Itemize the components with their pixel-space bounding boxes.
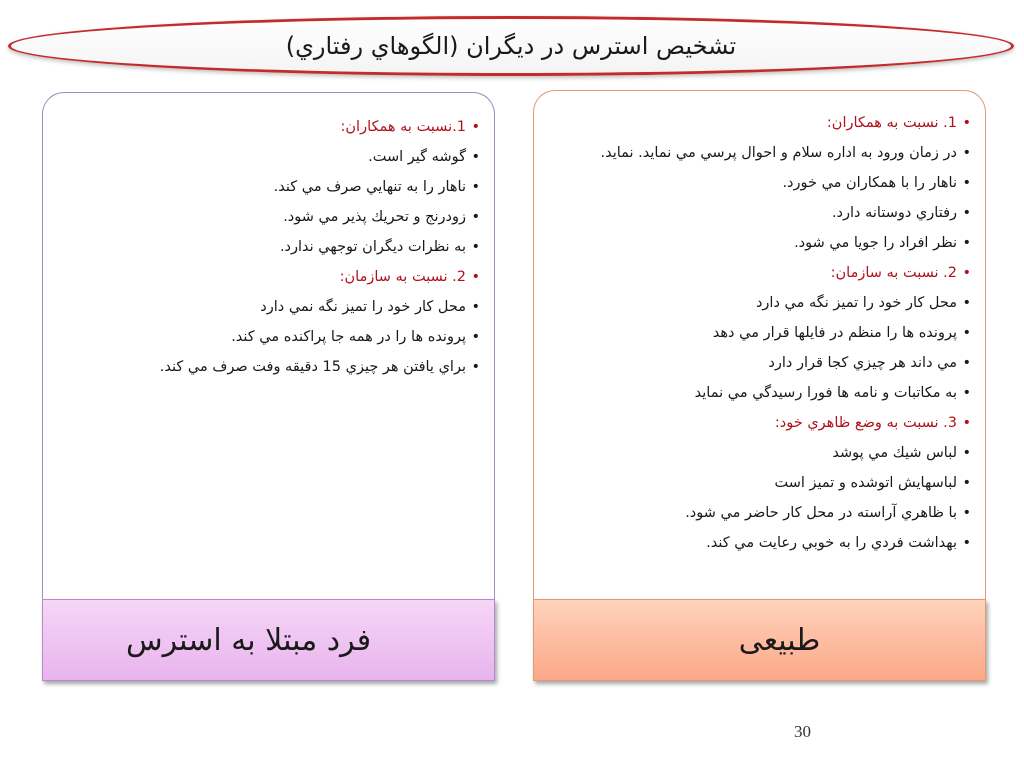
left-bullet-item: • زودرنج و تحريك پذير مي شود. bbox=[57, 207, 480, 228]
right-bullet-item: • محل كار خود را تميز نگه مي دارد bbox=[548, 293, 971, 314]
left-bullet-item: • پرونده ها را در همه جا پراكنده مي كند. bbox=[57, 327, 480, 348]
left-bullet-item: • به نظرات ديگران توجهي ندارد. bbox=[57, 237, 480, 258]
right-bullet-item: • مي داند هر چيزي كجا قرار دارد bbox=[548, 353, 971, 374]
left-bullet-item: • براي يافتن هر چيزي 15 دقيقه وفت صرف مي كند. bbox=[57, 357, 480, 378]
stressed-person-panel bbox=[42, 92, 495, 600]
right-bullet-item: • با ظاهري آراسته در محل كار حاضر مي شود. bbox=[548, 503, 971, 524]
right-section-heading: • 3. نسبت به وضع ظاهري خود: bbox=[548, 413, 971, 434]
right-bullet-item: • به مكاتبات و نامه ها فورا رسيدگي مي نمايد bbox=[548, 383, 971, 404]
normal-person-label: طبیعی bbox=[533, 599, 986, 681]
right-bullet-item: • نظر افراد را جويا مي شود. bbox=[548, 233, 971, 254]
page-number: 30 bbox=[794, 722, 811, 741]
right-section-heading: • 2. نسبت به سازمان: bbox=[548, 263, 971, 284]
right-bullet-item: • لباسهايش اتوشده و تميز است bbox=[548, 473, 971, 494]
stressed-person-bullets bbox=[57, 117, 480, 387]
right-bullet-item: • بهداشت فردي را به خوبي رعايت مي كند. bbox=[548, 533, 971, 554]
stressed-person-label: فرد مبتلا به استرس bbox=[42, 599, 495, 681]
normal-person-panel bbox=[533, 90, 986, 600]
right-bullet-item: • پرونده ها را منظم در فايلها قرار مي دهد bbox=[548, 323, 971, 344]
right-bullet-item: • لباس شيك مي پوشد bbox=[548, 443, 971, 464]
right-bullet-item: • رفتاري دوستانه دارد. bbox=[548, 203, 971, 224]
left-bullet-item: • ناهار را به تنهايي صرف مي كند. bbox=[57, 177, 480, 198]
left-bullet-item: • محل كار خود را تميز نگه نمي دارد bbox=[57, 297, 480, 318]
left-section-heading: • 2. نسبت به سازمان: bbox=[57, 267, 480, 288]
left-bullet-item: • گوشه گير است. bbox=[57, 147, 480, 168]
right-bullet-item: • در زمان ورود به اداره سلام و احوال پرسي مي نمايد. نمايد. bbox=[548, 143, 971, 164]
right-bullet-item: • ناهار را با همكاران مي خورد. bbox=[548, 173, 971, 194]
normal-person-bullets bbox=[548, 113, 971, 563]
right-section-heading: • 1. نسبت به همكاران: bbox=[548, 113, 971, 134]
slide-title: تشخيص استرس در ديگران (الگوهاي رفتاري) bbox=[285, 32, 737, 60]
left-section-heading: • 1.نسبت به همكاران: bbox=[57, 117, 480, 138]
